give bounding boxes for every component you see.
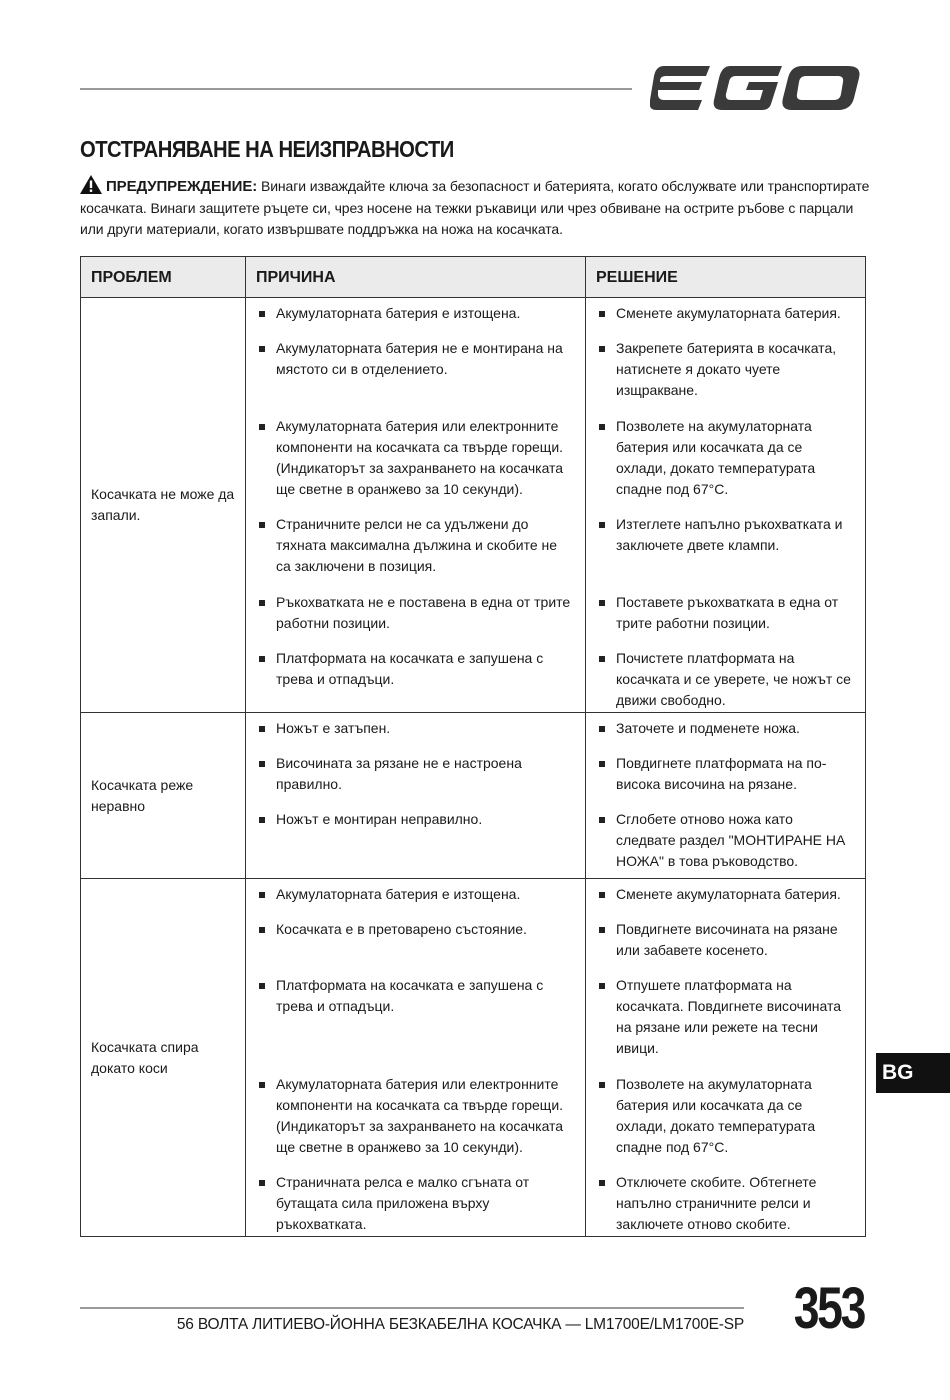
cause-item: Акумулаторната батерия не е монтирана на мястото си в отделението. [256, 338, 575, 416]
page-title: ОТСТРАНЯВАНЕ НА НЕИЗПРАВНОСТИ [80, 136, 454, 162]
solution-cell [586, 713, 866, 879]
cause-item: Страничната релса е малко сгъната от бутащата сила приложена върху ръкохватката. [256, 1172, 575, 1234]
solution-item: Заточете и подменете ножа. [596, 718, 855, 753]
cause-item: Платформата на косачката е запушена с трева и отпадъци. [256, 975, 575, 1074]
header-solution: РЕШЕНИЕ [586, 257, 866, 298]
solution-item: Сменете акумулаторната батерия. [596, 303, 855, 338]
solution-item: Повдигнете височината на рязане или забавете косенето. [596, 919, 855, 975]
solution-item: Отключете скобите. Обтегнете напълно страничните релси и заключете отново скобите. [596, 1172, 855, 1234]
cause-item: Акумулаторната батерия или електронните компоненти на косачката са твърде горещи. (Индикаторът за захранването на косачката ще светне в оранжево за 10 секунди). [256, 1074, 575, 1172]
solution-item: Повдигнете платформата на по-висока височина на рязане. [596, 753, 855, 809]
header-rule [80, 88, 632, 90]
solution-item: Поставете ръкохватката в една от трите работни позиции. [596, 592, 855, 648]
cause-item: Височината за рязане не е настроена правилно. [256, 753, 575, 809]
cause-item: Страничните релси не са удължени до тяхната максимална дължина и скобите не са заключени в позиция. [256, 514, 575, 592]
cause-item: Ножът е монтиран неправилно. [256, 809, 575, 876]
solution-cell [586, 879, 866, 1237]
solution-item: Изтеглете напълно ръкохватката и заключете двете клампи. [596, 514, 855, 592]
ego-logo [650, 62, 862, 114]
solution-cell [586, 298, 866, 713]
problem-cell: Косачката не може да запали. [81, 298, 246, 713]
cause-cell [246, 298, 586, 713]
table-row [81, 298, 866, 713]
table-row [81, 713, 866, 879]
solution-item: Позволете на акумулаторната батерия или косачката да се охлади, докато температурата спадне под 67°C. [596, 1074, 855, 1172]
page-number: 353 [793, 1276, 864, 1341]
warning-text: Винаги изваждайте ключа за безопасност и батерията, когато обслужвате или транспортирате косачката. Винаги защитете ръцете си, чрез носене на тежки ръкавици или чрез обвиване на острите ръбове с парцали или други материали, когато извършвате поддръжка на ножа на косачката. [80, 178, 870, 237]
troubleshooting-table [80, 256, 866, 1237]
cause-item: Ръкохватката не е поставена в една от трите работни позиции. [256, 592, 575, 648]
warning-block [80, 175, 870, 241]
cause-item: Ножът е затъпен. [256, 718, 575, 753]
cause-cell [246, 879, 586, 1237]
cause-item: Платформата на косачката е запушена с трева и отпадъци. [256, 648, 575, 710]
solution-item: Отпушете платформата на косачката. Повдигнете височината на рязане или режете на тесни ивици. [596, 975, 855, 1074]
cause-item: Акумулаторната батерия е изтощена. [256, 884, 575, 919]
header-cause: ПРИЧИНА [246, 257, 586, 298]
table-header-row [81, 257, 866, 298]
problem-cell: Косачката спира докато коси [81, 879, 246, 1237]
solution-item: Закрепете батерията в косачката, натиснете я докато чуете изщракване. [596, 338, 855, 416]
problem-cell: Косачката реже неравно [81, 713, 246, 879]
warning-label: ПРЕДУПРЕЖДЕНИЕ: [106, 178, 258, 195]
solution-item: Позволете на акумулаторната батерия или косачката да се охлади, докато температурата спадне под 67°C. [596, 416, 855, 514]
solution-item: Сменете акумулаторната батерия. [596, 884, 855, 919]
warning-triangle-icon [80, 175, 102, 194]
cause-cell [246, 713, 586, 879]
table-row [81, 879, 866, 1237]
cause-item: Акумулаторната батерия или електронните компоненти на косачката са твърде горещи. (Индикаторът за захранването на косачката ще светне в оранжево за 10 секунди). [256, 416, 575, 514]
cause-item: Акумулаторната батерия е изтощена. [256, 303, 575, 338]
cause-item: Косачката е в претоварено състояние. [256, 919, 575, 975]
header-problem: ПРОБЛЕМ [81, 257, 246, 298]
solution-item: Почистете платформата на косачката и се уверете, че ножът се движи свободно. [596, 648, 855, 710]
footer-text: 56 ВОЛТА ЛИТИЕВО-ЙОННА БЕЗКАБЕЛНА КОСАЧКА — LM1700E/LM1700E-SP [176, 1316, 744, 1333]
solution-item: Сглобете отново ножа като следвате раздел "МОНТИРАНЕ НА НОЖА" в това ръководство. [596, 809, 855, 876]
footer-rule [80, 1307, 744, 1309]
language-tab: BG [876, 1053, 950, 1093]
